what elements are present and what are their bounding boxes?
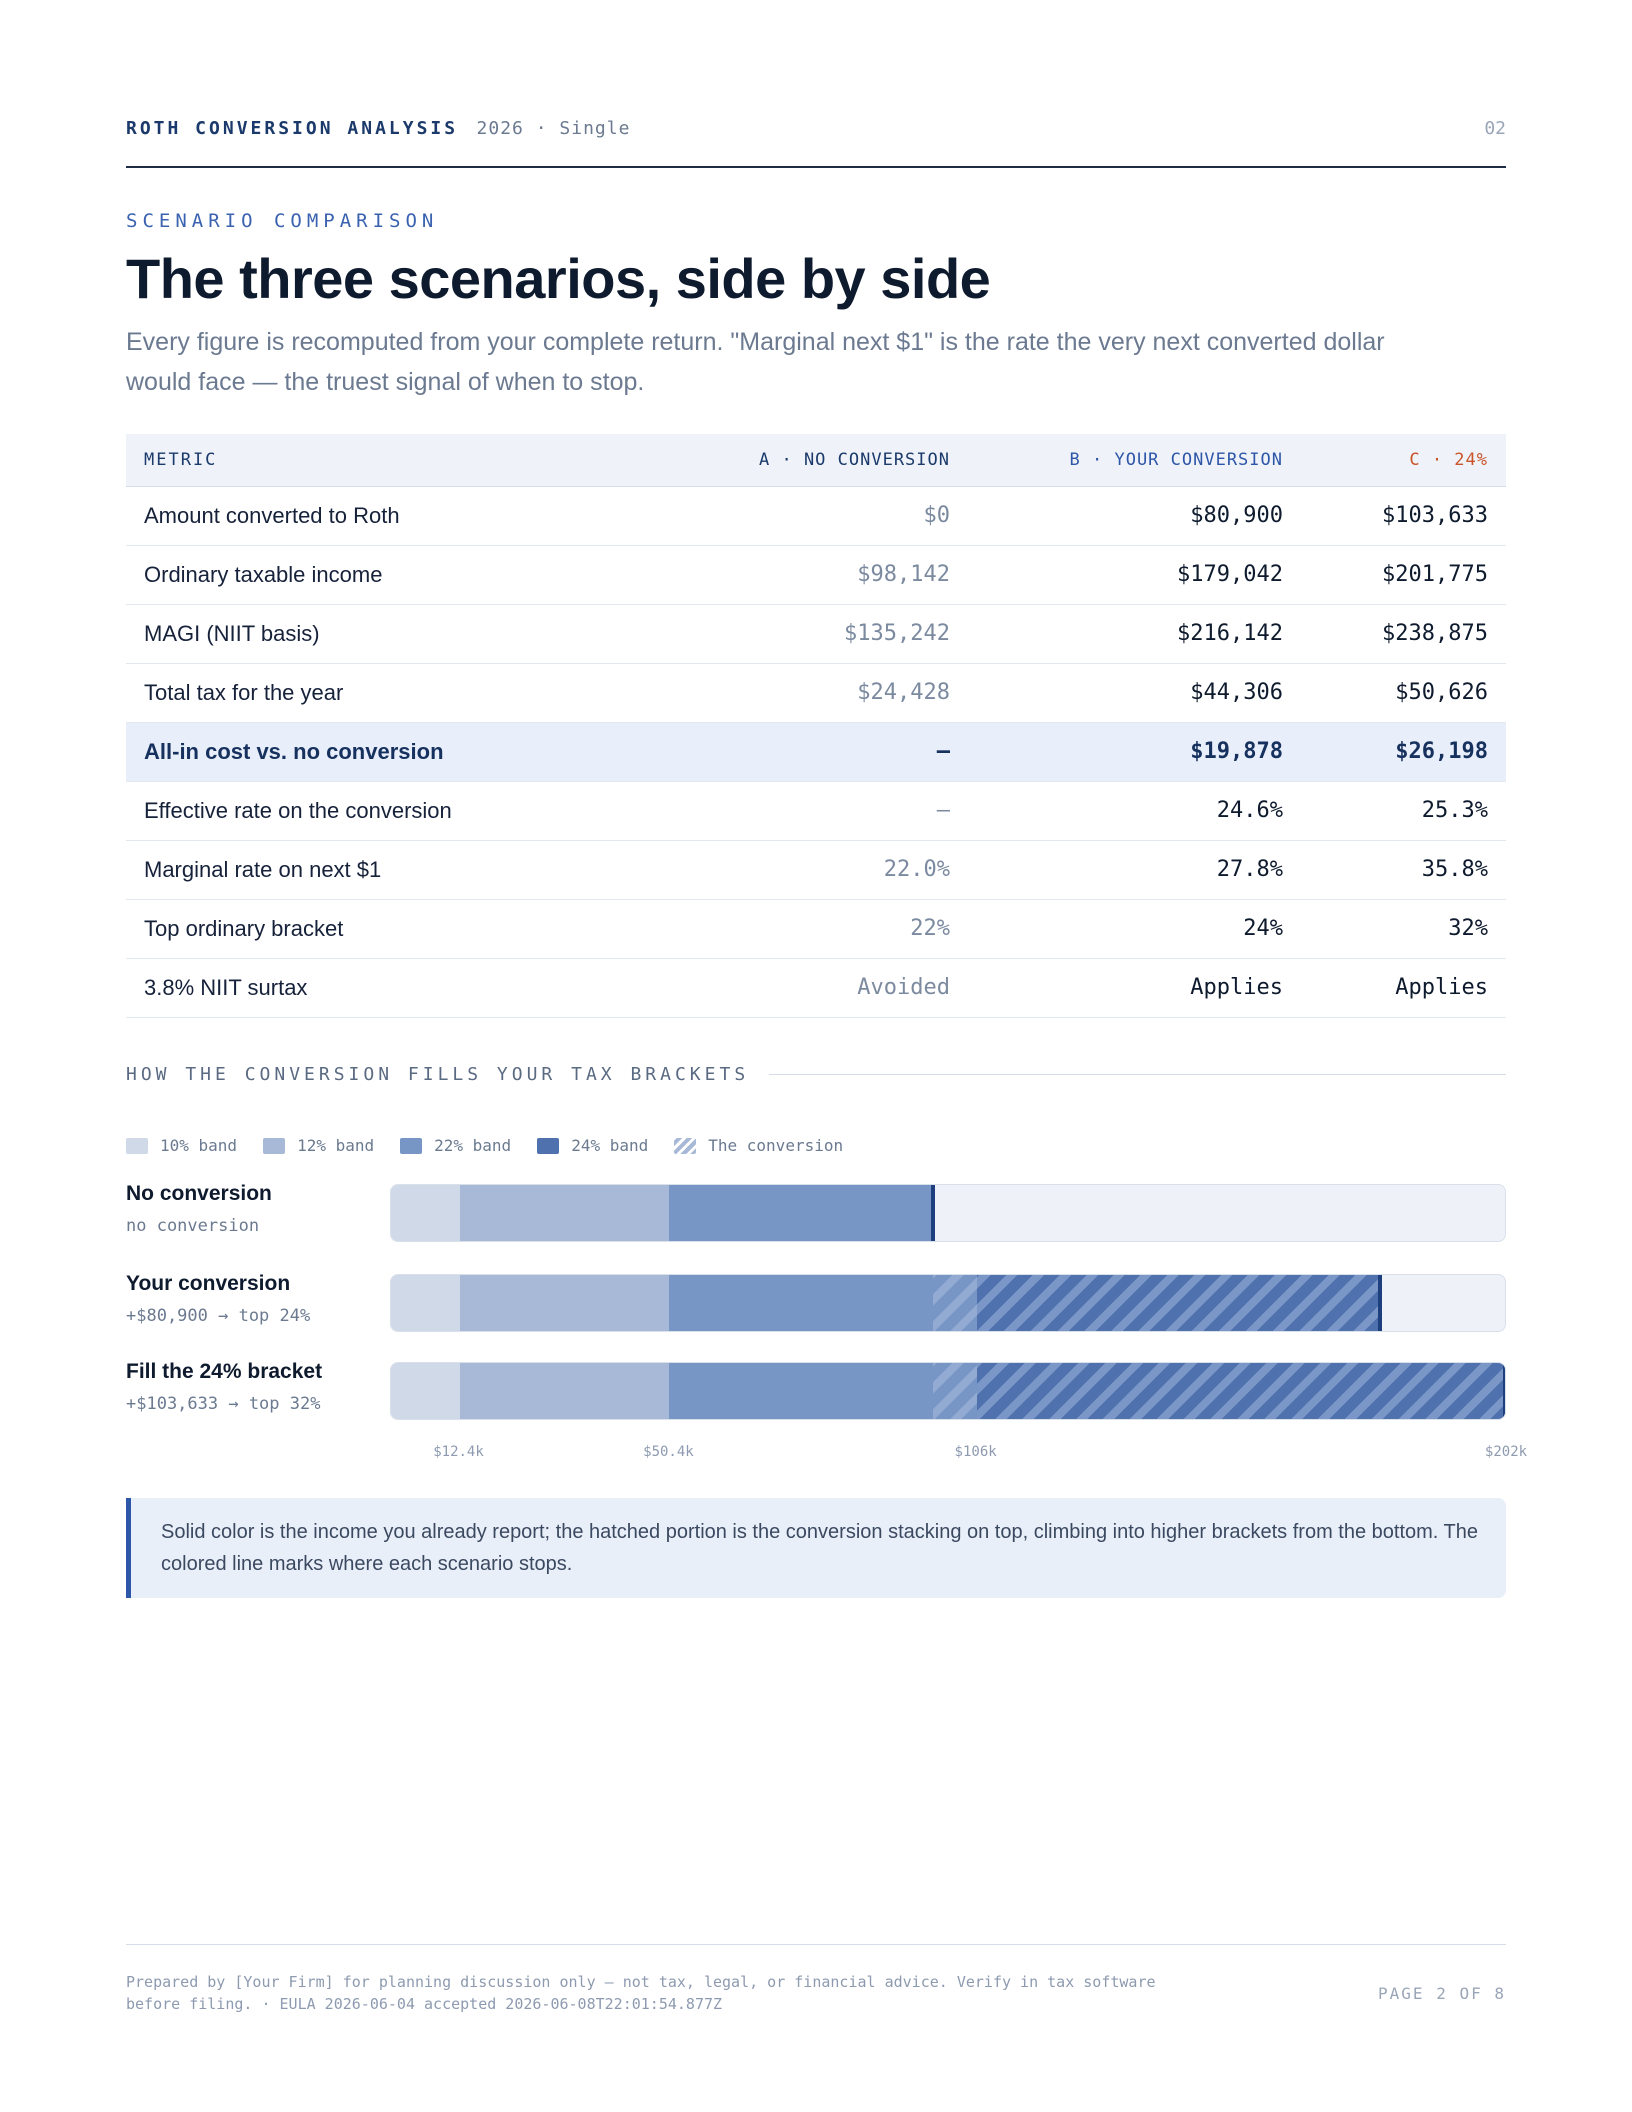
section-divider [769,1074,1506,1075]
value-b-cell: 24% [950,899,1283,958]
metric-cell: Amount converted to Roth [126,486,746,545]
scenario-name: Fill the 24% bracket [126,1360,323,1383]
scenario-stop-marker [1378,1275,1382,1331]
column-header-c: C · 24% [1283,434,1506,486]
band-12-segment [460,1275,670,1331]
brackets-section-label: HOW THE CONVERSION FILLS YOUR TAX BRACKETS [126,1064,750,1085]
brackets-section-heading [126,1064,1506,1085]
table-row [126,545,1506,604]
band-10-segment [391,1275,460,1331]
bracket-bar [390,1274,1506,1332]
metric-cell: Marginal rate on next $1 [126,840,746,899]
scenario-sub: +$80,900 → top 24% [126,1306,311,1326]
value-c-cell: 25.3% [1283,781,1506,840]
legend-label: 10% band [160,1136,238,1155]
value-a-cell: $0 [746,486,950,545]
value-c-cell: $103,633 [1283,486,1506,545]
band-22-segment [669,1275,933,1331]
legend-item-24 [537,1136,648,1155]
band-12-segment [460,1363,670,1419]
page-footer [126,1944,1506,2015]
legend-label: 12% band [297,1136,375,1155]
value-c-cell: 32% [1283,899,1506,958]
scenario-comparison-table [126,434,1506,1018]
conversion-band-24-segment [977,1363,1506,1419]
page-number: 02 [1484,118,1506,139]
metric-cell: Ordinary taxable income [126,545,746,604]
band-22-segment [669,1363,933,1419]
scenario-name: No conversion [126,1182,272,1205]
footer-disclaimer: Prepared by [Your Firm] for planning discussion only — not tax, legal, or financial advice. Verify in tax software before filing. · EULA 2026-06-04 accepted 2026-06-08T22:01:54.877Z [126,1973,1156,2013]
value-b-cell: 27.8% [950,840,1283,899]
table-header-row [126,434,1506,486]
value-b-cell: $19,878 [950,722,1283,781]
column-header-b: B · YOUR CONVERSION [950,434,1283,486]
value-c-cell: $238,875 [1283,604,1506,663]
metric-cell: Total tax for the year [126,663,746,722]
band-12-segment [460,1185,670,1241]
value-c-cell: $50,626 [1283,663,1506,722]
legend-item-12 [263,1136,374,1155]
scenario-stop-marker [1503,1363,1506,1419]
column-header-a: A · NO CONVERSION [746,434,950,486]
table-row [126,486,1506,545]
value-a-cell: 22% [746,899,950,958]
legend-item-10 [126,1136,237,1155]
table-row [126,663,1506,722]
metric-cell: All-in cost vs. no conversion [126,722,746,781]
value-b-cell: Applies [950,958,1283,1017]
legend-label: 24% band [571,1136,649,1155]
report-brand: ROTH CONVERSION ANALYSIS [126,118,459,139]
value-b-cell: 24.6% [950,781,1283,840]
conversion-band-22-segment [933,1275,976,1331]
value-a-cell: Avoided [746,958,950,1017]
table-row [126,899,1506,958]
tick-label: $106k [954,1444,997,1460]
legend-swatch [537,1138,559,1154]
bar-row-no-conversion [126,1184,1506,1244]
value-a-cell: $24,428 [746,663,950,722]
legend-swatch [126,1138,148,1154]
tick-label: $12.4k [433,1444,484,1460]
band-10-segment [391,1185,460,1241]
value-c-cell: Applies [1283,958,1506,1017]
legend-swatch-hatched [674,1138,696,1154]
value-a-cell: $135,242 [746,604,950,663]
value-b-cell: $216,142 [950,604,1283,663]
metric-cell: 3.8% NIIT surtax [126,958,746,1017]
value-c-cell: $201,775 [1283,545,1506,604]
band-22-segment [669,1185,933,1241]
bracket-bar [390,1184,1506,1242]
value-a-cell: $98,142 [746,545,950,604]
value-b-cell: $80,900 [950,486,1283,545]
legend-swatch [263,1138,285,1154]
explanation-note: Solid color is the income you already report; the hatched portion is the conversion stacking on top, climbing into higher brackets from the bottom. The colored line marks where each scenario stops. [126,1498,1506,1598]
table-row [126,958,1506,1017]
metric-cell: Effective rate on the conversion [126,781,746,840]
section-eyebrow: SCENARIO COMPARISON [126,210,439,232]
legend-item-22 [400,1136,511,1155]
table-row [126,604,1506,663]
page-subtitle: Every figure is recomputed from your complete return. "Marginal next $1" is the rate the very next converted dollar would face — the truest signal of when to stop. [126,328,1385,396]
metric-cell: Top ordinary bracket [126,899,746,958]
bracket-legend [126,1136,869,1155]
value-a-cell: 22.0% [746,840,950,899]
table-row-highlight [126,722,1506,781]
table-row [126,781,1506,840]
table-row [126,840,1506,899]
tick-label: $50.4k [643,1444,694,1460]
legend-item-conversion [674,1136,843,1155]
bar-row-fill-24 [126,1362,1506,1422]
value-b-cell: $44,306 [950,663,1283,722]
legend-swatch [400,1138,422,1154]
band-10-segment [391,1363,460,1419]
value-c-cell: $26,198 [1283,722,1506,781]
value-c-cell: 35.8% [1283,840,1506,899]
value-a-cell: — [746,781,950,840]
bar-row-your-conversion [126,1274,1506,1334]
value-b-cell: $179,042 [950,545,1283,604]
conversion-band-24-segment [977,1275,1381,1331]
conversion-band-22-segment [933,1363,976,1419]
legend-label: 22% band [434,1136,512,1155]
tick-label: $202k [1484,1444,1528,1460]
bar-axis-ticks [390,1444,1528,1464]
page-title: The three scenarios, side by side [126,247,991,310]
footer-page: PAGE 2 OF 8 [1378,1983,1506,2003]
scenario-sub: no conversion [126,1216,260,1236]
column-header-metric: METRIC [126,434,746,486]
scenario-stop-marker [931,1185,935,1241]
value-a-cell: — [746,722,950,781]
scenario-sub: +$103,633 → top 32% [126,1394,321,1414]
report-meta: 2026 · Single [476,118,631,139]
bar-label [126,1272,386,1326]
scenario-name: Your conversion [126,1272,291,1295]
legend-label: The conversion [708,1136,844,1155]
metric-cell: MAGI (NIIT basis) [126,604,746,663]
bar-label [126,1182,386,1236]
bracket-bar [390,1362,1506,1420]
bar-label [126,1360,386,1414]
report-header [126,118,1506,168]
